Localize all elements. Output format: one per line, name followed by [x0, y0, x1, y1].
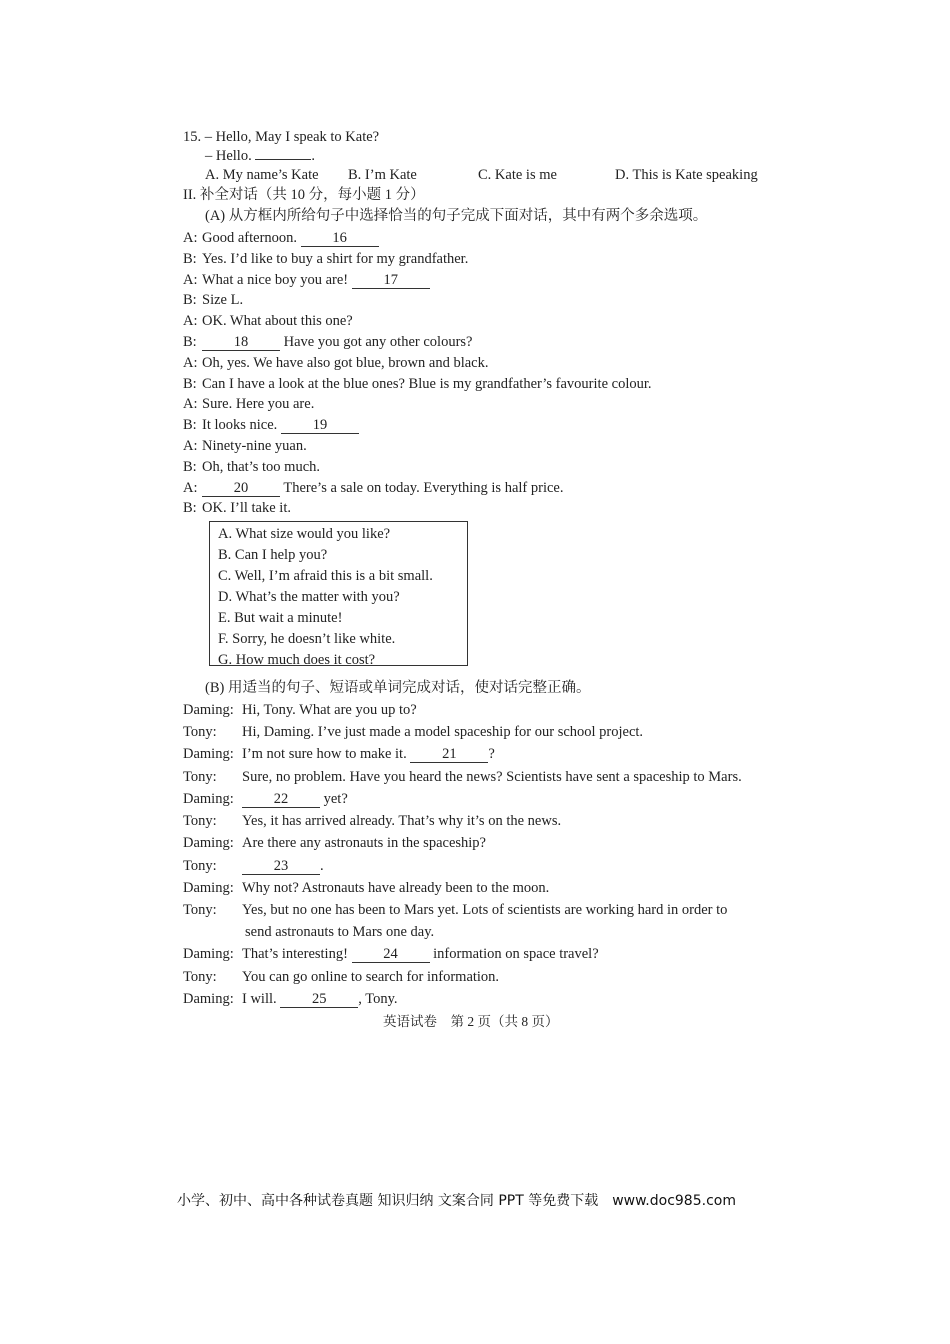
dialogue-text: Sure, no problem. Have you heard the news? Scientists have sent a spaceship to Mars. [242, 769, 742, 785]
dialogue-text: . [320, 858, 324, 874]
q15-reply-prefix: – Hello. [205, 148, 256, 164]
dialogue-text: OK. I’ll take it. [202, 500, 291, 517]
dialogue-text: ? [488, 746, 495, 762]
speaker-label: B: [183, 334, 197, 350]
dialogue-line [183, 479, 563, 497]
answer-blank-24: 24 [352, 947, 430, 963]
box-option-b: B. Can I help you? [218, 547, 328, 563]
dialogue-text: Yes, but no one has been to Mars yet. Lots of scientists are working hard in order to [242, 902, 728, 918]
dialogue-line [183, 458, 320, 476]
dialogue-line [183, 312, 353, 330]
q15-option-d: D. This is Kate speaking [615, 167, 758, 183]
dialogue-text: Ninety-nine yuan. [202, 438, 307, 454]
dialogue-line [183, 250, 468, 268]
speaker-label: Tony: [183, 769, 217, 785]
q15-option-a: A. My name’s Kate [205, 167, 319, 183]
dialogue-line [183, 437, 307, 455]
speaker-label: A: [183, 313, 198, 330]
dialogue-line [183, 812, 561, 830]
part-b-instruction: (B) 用适当的句子、短语或单词完成对话，使对话完整正确。 [205, 680, 591, 696]
speaker-label: Tony: [183, 813, 217, 829]
answer-blank-19: 19 [281, 418, 359, 434]
dialogue-text: You can go online to search for information. [242, 969, 500, 985]
speaker-label: B: [183, 292, 197, 309]
dialogue-text: , Tony. [358, 991, 398, 1007]
dialogue-line [183, 923, 434, 941]
speaker-label: A: [183, 271, 198, 288]
box-option-g: G. How much does it cost? [218, 652, 376, 668]
speaker-label: Daming: [183, 791, 234, 807]
dialogue-text: It looks nice. [202, 417, 281, 434]
dialogue-line [183, 901, 727, 919]
speaker-label: A: [183, 438, 198, 454]
dialogue-line [183, 879, 549, 897]
dialogue-line [183, 499, 291, 517]
speaker-label: A: [183, 230, 198, 246]
q15-reply-suffix: . [311, 148, 315, 164]
dialogue-text: Hi, Tony. What are you up to? [242, 702, 417, 718]
speaker-label: A: [183, 479, 198, 496]
dialogue-line [183, 701, 417, 719]
dialogue-text: Are there any astronauts in the spaceship? [242, 835, 486, 851]
speaker-label: B: [183, 417, 197, 434]
q15-reply [205, 147, 315, 165]
dialogue-line [183, 768, 742, 786]
dialogue-line [183, 968, 499, 986]
answer-blank-17: 17 [352, 273, 430, 289]
dialogue-text: Why not? Astronauts have already been to the moon. [242, 880, 550, 896]
dialogue-text: Oh, yes. We have also got blue, brown and black. [202, 354, 489, 371]
dialogue-text: That’s interesting! [242, 946, 352, 962]
dialogue-line [183, 745, 495, 763]
speaker-label: Daming: [183, 746, 234, 762]
speaker-label: A: [183, 396, 198, 413]
speaker-label: B: [183, 250, 197, 267]
answer-blank-25: 25 [280, 992, 358, 1008]
dialogue-line [183, 291, 243, 309]
dialogue-line [183, 375, 652, 393]
dialogue-text: Can I have a look at the blue ones? Blue is my grandfather’s favourite colour. [202, 375, 652, 392]
speaker-label: B: [183, 375, 197, 392]
dialogue-text: Sure. Here you are. [202, 396, 315, 413]
dialogue-text: There’s a sale on today. Everything is half price. [280, 479, 564, 496]
speaker-label: Tony: [183, 858, 217, 874]
dialogue-text: send astronauts to Mars one day. [245, 924, 435, 940]
dialogue-text: What a nice boy you are! [202, 271, 352, 288]
speaker-label: Tony: [183, 969, 217, 985]
speaker-label: Daming: [183, 702, 234, 718]
options-box [209, 521, 468, 666]
dialogue-text: yet? [320, 791, 348, 807]
answer-blank-16: 16 [301, 231, 379, 247]
speaker-label: B: [183, 458, 197, 475]
answer-blank-18: 18 [202, 335, 280, 351]
dialogue-line [183, 271, 430, 289]
speaker-label: Daming: [183, 946, 234, 962]
dialogue-line [183, 723, 643, 741]
dialogue-line [183, 990, 398, 1008]
speaker-label: B: [183, 500, 197, 517]
q15-option-b: B. I’m Kate [348, 167, 417, 183]
answer-blank-21: 21 [410, 747, 488, 763]
q15-question: 15. – Hello, May I speak to Kate? [183, 129, 380, 145]
dialogue-text: Good afternoon. [202, 230, 301, 246]
answer-blank-23: 23 [242, 859, 320, 875]
dialogue-line [183, 416, 359, 434]
dialogue-text: I will. [242, 991, 281, 1007]
speaker-label: Tony: [183, 724, 217, 740]
dialogue-line [183, 834, 486, 852]
dialogue-line [183, 229, 379, 247]
speaker-label: Daming: [183, 991, 234, 1007]
download-footer: 小学、初中、高中各种试卷真题 知识归纳 文案合同 PPT 等免费下载 www.doc985.com [177, 1193, 736, 1209]
box-option-d: D. What’s the matter with you? [218, 589, 400, 605]
dialogue-text: Oh, that’s too much. [202, 458, 321, 475]
q15-blank [255, 159, 311, 160]
box-option-e: E. But wait a minute! [218, 610, 343, 626]
dialogue-line [183, 945, 599, 963]
dialogue-text: Have you got any other colours? [280, 334, 473, 350]
speaker-label: Daming: [183, 880, 234, 896]
part-a-instruction: (A) 从方框内所给句子中选择恰当的句子完成下面对话，其中有两个多余选项。 [205, 208, 708, 224]
dialogue-text: information on space travel? [429, 946, 599, 962]
box-option-f: F. Sorry, he doesn’t like white. [218, 631, 396, 647]
box-option-c: C. Well, I’m afraid this is a bit small. [218, 568, 433, 584]
dialogue-text: Yes. I’d like to buy a shirt for my grandfather. [202, 250, 469, 267]
dialogue-text: Size L. [202, 292, 244, 309]
dialogue-line [183, 354, 488, 372]
dialogue-line [183, 333, 472, 351]
answer-blank-22: 22 [242, 792, 320, 808]
dialogue-line [183, 790, 348, 808]
section-heading: II. 补全对话（共 10 分，每小题 1 分） [183, 187, 425, 203]
box-option-a: A. What size would you like? [218, 526, 391, 542]
speaker-label: Daming: [183, 835, 234, 851]
speaker-label: Tony: [183, 902, 217, 918]
dialogue-text: Hi, Daming. I’ve just made a model spaceship for our school project. [242, 724, 644, 740]
page-footer: 英语试卷 第 2 页（共 8 页） [383, 1014, 559, 1029]
dialogue-text: I’m not sure how to make it. [242, 746, 411, 762]
dialogue-line [183, 857, 324, 875]
dialogue-text: OK. What about this one? [202, 313, 353, 330]
dialogue-line [183, 395, 314, 413]
q15-option-c: C. Kate is me [478, 167, 557, 183]
dialogue-text: Yes, it has arrived already. That’s why it’s on the news. [242, 813, 562, 829]
answer-blank-20: 20 [202, 481, 280, 497]
speaker-label: A: [183, 354, 198, 371]
